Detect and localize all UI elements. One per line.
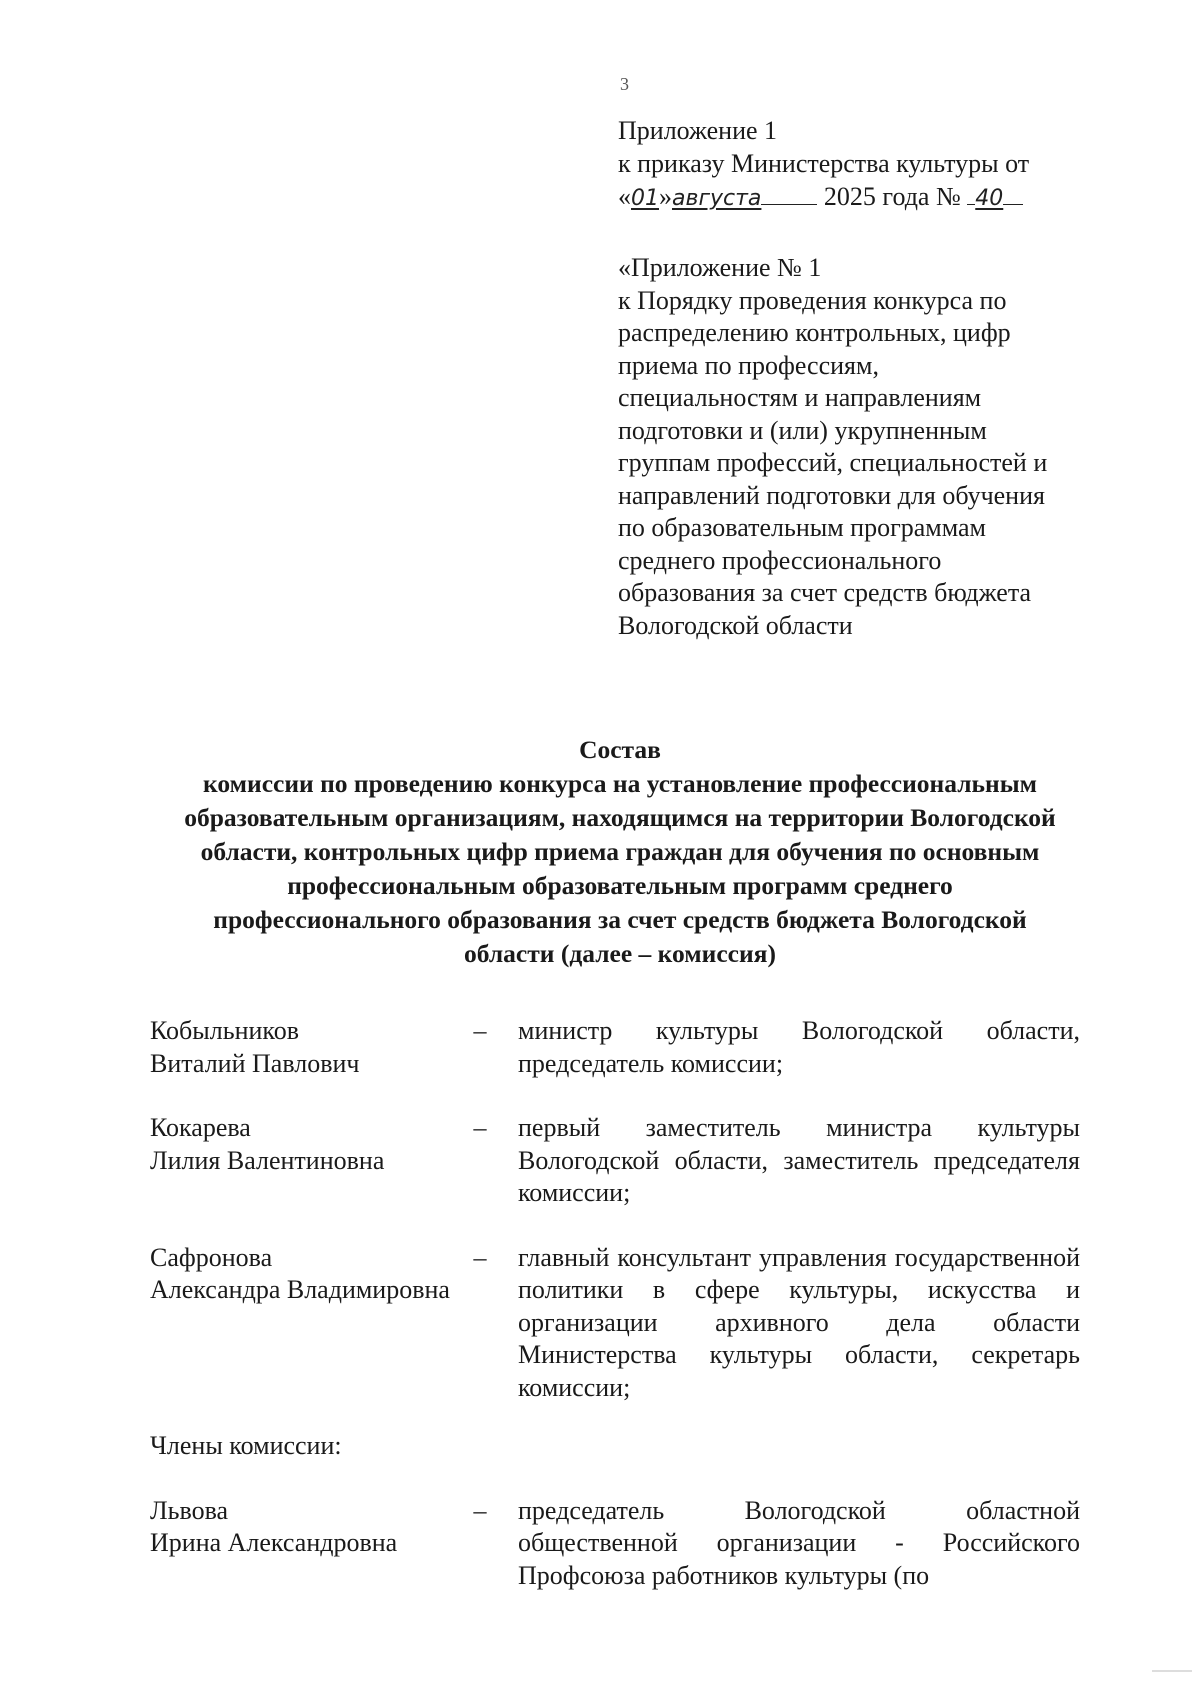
- member-given-name: Ирина Александровна: [150, 1528, 398, 1557]
- member-name: [150, 1242, 450, 1405]
- member-surname: Сафронова: [150, 1242, 273, 1272]
- member-row: [150, 1112, 1080, 1210]
- member-name: [150, 1015, 450, 1080]
- header-appendix-label: Приложение 1: [618, 116, 778, 145]
- member-dash: –: [473, 1113, 487, 1142]
- member-dash: –: [473, 1016, 487, 1045]
- member-surname: Львова: [150, 1495, 229, 1525]
- scan-artifact: [1152, 1670, 1192, 1672]
- member-row: [150, 1242, 1080, 1405]
- appendix-block: [618, 252, 1058, 642]
- header-order-ref: к приказу Министерства культуры от: [618, 149, 1030, 178]
- member-dash: –: [473, 1242, 487, 1272]
- date-blank-line: [761, 203, 817, 205]
- date-month: августа: [672, 186, 762, 211]
- heading-line: профессионального образования за счет средств бюджета Вологодской: [213, 905, 1027, 934]
- header-block: [618, 114, 1088, 215]
- member-role: министр культуры Вологодской области, председатель комиссии;: [518, 1016, 1080, 1078]
- order-number: 40: [975, 186, 1004, 211]
- heading-line: комиссии по проведению конкурса на установление профессиональным: [203, 769, 1037, 798]
- member-role: главный консультант управления государственной политики в сфере культуры, искусства и организации архивного дела области Министерства культуры области, секретарь комиссии;: [518, 1242, 1080, 1402]
- date-close-quote: »: [659, 182, 672, 211]
- heading-line: профессиональным образовательным программ среднего: [287, 871, 953, 900]
- date-year-text: 2025 года №: [823, 182, 961, 211]
- member-dash: –: [473, 1495, 487, 1525]
- heading-title: Состав: [579, 735, 661, 764]
- member-name: [150, 1112, 450, 1210]
- document-heading: [130, 733, 1110, 971]
- date-open-quote: «: [618, 182, 631, 211]
- member-row: [150, 1015, 1080, 1080]
- member-surname: Кокарева: [150, 1113, 251, 1142]
- number-blank-right: [1003, 203, 1023, 205]
- member-row: [150, 1495, 1080, 1593]
- member-role: первый заместитель министра культуры Вологодской области, заместитель председателя комиссии;: [518, 1113, 1080, 1207]
- commission-list: [150, 1015, 1080, 1624]
- header-date-line: [618, 180, 1088, 215]
- member-surname: Кобыльников: [150, 1016, 299, 1045]
- heading-line: образовательным организациям, находящимся на территории Вологодской: [184, 803, 1056, 832]
- appendix-body: к Порядку проведения конкурса по распределению контрольных, цифр приема по профессиям, специальностям и направлениям подготовки и (или) укрупненным группам профессий, специальностей и направлений подготовки для обучения по образовательным программам среднего профессионального образования за счет средств бюджета Вологодской области: [618, 285, 1048, 640]
- member-name: [150, 1495, 450, 1593]
- member-given-name: Лилия Валентиновна: [150, 1145, 385, 1175]
- heading-line: области (далее – комиссия): [464, 939, 776, 968]
- date-day: 01: [631, 186, 659, 211]
- appendix-title: «Приложение № 1: [618, 253, 822, 282]
- member-role: председатель Вологодской областной общественной организации - Российского Профсоюза работников культуры (по: [518, 1495, 1080, 1590]
- heading-line: области, контрольных цифр приема граждан для обучения по основным: [200, 837, 1040, 866]
- member-given-name: Александра Владимировна: [150, 1275, 450, 1304]
- member-given-name: Виталий Павлович: [150, 1048, 360, 1078]
- page-number: 3: [620, 74, 629, 94]
- members-section-label: Члены комиссии:: [150, 1431, 342, 1460]
